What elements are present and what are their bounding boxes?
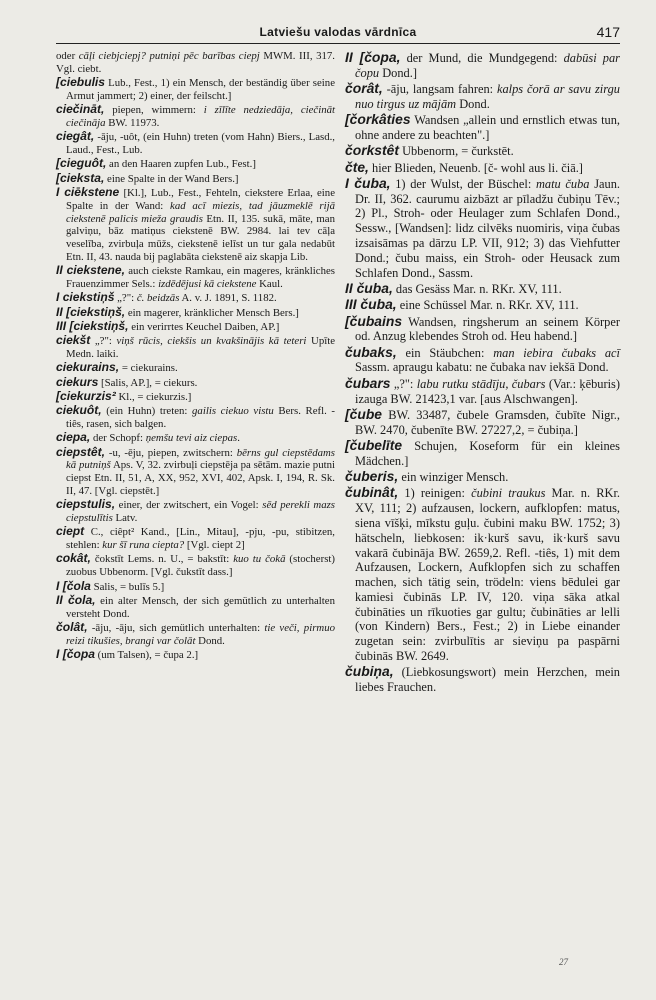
headword: I ciekstiņš (56, 290, 115, 305)
example-text: kuo tu čokā (233, 553, 286, 566)
definition-text: Ubbenorm, = čurkstēt. (398, 144, 514, 159)
headword: čubiņa, (345, 663, 394, 680)
dictionary-entry (56, 334, 335, 361)
example-text: ciepj? putniņi pēc barības ciepj (119, 50, 260, 62)
dictionary-entry (56, 103, 335, 130)
example-text: sēd perekli mazs ciepstulītis (66, 499, 335, 525)
headword: [čube (345, 405, 383, 422)
definition-text: (Liebkosungswort) mein Herzchen, mein liebes Frauchen. (355, 665, 620, 695)
dictionary-entry (345, 50, 620, 81)
headword: čorkstêt (345, 142, 399, 159)
definition-text: [Kl.], Lub., Fest., Fehteln, ciekstere Erlaa, eine Spalte in der Wand: (66, 186, 336, 212)
example-text: čubini traukus (471, 486, 546, 501)
source-text: Kaul. (256, 278, 283, 291)
headword: II čuba, (345, 279, 393, 296)
definition-text: -āju, -uôt, (ein Huhn) treten (vom Hahn) Biers., Lasd., Laud., Fest., Lub. (66, 131, 335, 157)
definition-text: Schujen, Koseform für ein kleines Mädchen.] (355, 438, 620, 468)
headword: [čubains (345, 312, 403, 329)
definition-text: Lub., Fest., 1) ein Mensch, der beständig über seine Armut jammert; 2) einer, der feilscht.] (66, 77, 335, 102)
signature-mark: 27 (559, 957, 568, 967)
example-text: kad acī miezis, tad jāuzmeklē rijā ciekstenē palicis mieža graudis (66, 199, 335, 225)
source-text: BW. 11973. (105, 116, 160, 129)
dictionary-entry (56, 264, 335, 291)
dictionary-entry (345, 485, 620, 664)
definition-text: „?": (114, 292, 137, 305)
source-text: (stocherst) zuobus Ubbenorm. [Vgl. čukstīt dass.] (66, 553, 335, 579)
dictionary-entry (56, 130, 335, 157)
headword: ciekuôt, (56, 403, 102, 418)
dictionary-entry (345, 297, 620, 313)
dictionary-entry (56, 404, 335, 431)
example-text: i zīlīte nedziedāja, ciečināt ciečināja (66, 104, 335, 129)
dictionary-entry (345, 281, 620, 297)
source-text: (Var.: ķēburis) izauga BW. 21423,1 var. [aus Alschwangen]. (355, 376, 620, 406)
headword: ciekurains, (56, 360, 120, 375)
definition-text: das Gesäss Mar. n. RKr. XV, 111. (392, 281, 562, 296)
dictionary-entry (56, 390, 335, 404)
dictionary-entry (345, 469, 620, 485)
headword: II [čopa, (345, 49, 401, 65)
source-text: Mar. n. RKr. XV, 111; 2) aufzausen, lockern, aufklopfen: matus, siena vīšķi, mīkstu guļu. čubini maku BW. 1752; 3) hätscheln, liebkosen: ik·kurš savu, ik·kurš savu vakarā čubināja BW. 2659,2. Refl. -tiês, 1) mit dem Aufzausen, Lockern, Aufklopfen sich zu schaffen machen, sich tätig sein, trödeln: viens bēdulei gar kamiesi čubinās LP. IV, 120. viņa sāka atkal čubināties un rīkuoties gar gultu; čubināties ar lelli (von Kindern) Bers., Fest.; 2) in Liebe einander zugetan sein: zvirbulītis ar sieviņu pa paspārni čubinās BW. 2649. (355, 486, 620, 664)
dictionary-entry (345, 112, 620, 143)
source-text: Dond. (195, 634, 225, 647)
example-text: dabūsi par čopu (355, 51, 620, 80)
source-text: Latv. (112, 512, 138, 525)
dictionary-entry (56, 525, 335, 552)
dictionary-entry (345, 664, 620, 695)
source-text: Aps. V, 32. zvirbuļi ciepstēja pa sētām. mazie putni ciepst Etn. II, 51, A, XX, 952, XVI, 402, Apsk. I, 194, R. Sk. II, 47. [Vgl. ciepstēt.] (66, 459, 336, 497)
running-title: Latviešu valodas vārdnīca (259, 25, 417, 39)
definition-text: Wandsen „allein und ernstlich etwas tun, ohne andere zu beachten".] (355, 113, 620, 142)
definition-text: (ein Huhn) treten: (101, 405, 193, 418)
source-text: MWM. III, 317. Vgl. ciebt. (56, 50, 336, 75)
source-text: Dond.] (379, 65, 417, 80)
headword: čuberis, (345, 468, 399, 485)
definition-text: -u, -ēju, piepen, zwitschern: (105, 446, 237, 459)
example-text: labu rutku stādīju, čubars (416, 376, 546, 391)
definition-text: ein magerer, kränklicher Mensch Bers.] (125, 306, 299, 319)
headword: I [čola (56, 578, 91, 593)
definition-text: eine Spalte in der Wand Bers.] (104, 172, 239, 185)
definition-text: an den Haaren zupfen Lub., Fest.] (106, 158, 256, 171)
dictionary-entry (56, 157, 335, 171)
headword: ciepstêt, (56, 444, 106, 459)
headword: II ciekstene, (56, 263, 126, 278)
definition-text: (um Talsen), = čupa 2.] (94, 649, 199, 662)
definition-text: auch ciekste Ramkau, ein mageres, kränkliches Frauenzimmer Sels.: (66, 265, 335, 291)
headword: ciepstulis, (56, 497, 116, 512)
dictionary-entry (56, 376, 335, 390)
source-text: Etn. II, 135. sukā, māte, man galviņu, bāz matiņus ciekstenē BW. 2984. lai tev cāļa veselība, zvirbuļa mūžs, ciekstenē ielīst un tur gala nedabūt Etn. II, 43. nauda bij paglabāta ciekstenē aiz skapja Lib. (66, 212, 336, 263)
dictionary-entry (345, 438, 620, 469)
left-column (56, 50, 335, 662)
definition-text: hier Blieden, Neuenb. [č- wohl aus li. čiā.] (368, 160, 583, 175)
dictionary-entry (56, 361, 335, 375)
dictionary-entry (345, 314, 620, 345)
example-text: tie veči, pirmuo reizi tikušies, brangi var čolāt (66, 621, 335, 647)
definition-text: ein verirrtes Keuchel Daiben, AP.] (128, 320, 280, 333)
page-header (56, 25, 620, 44)
dictionary-entry (56, 431, 335, 445)
definition-text: [Salis, AP.], = ciekurs. (98, 376, 198, 389)
definition-text: BW. 33487, čubele Gramsden, čubīte Nigr., BW. 2470, čubenīte BW. 27227,2, = čubiņa.] (355, 407, 620, 437)
headword: cokât, (56, 551, 91, 566)
definition-text: „?": (390, 376, 417, 391)
dictionary-entry (56, 498, 335, 525)
source-text: Dond. (456, 96, 490, 111)
dictionary-entry (345, 407, 620, 438)
dictionary-entry (345, 81, 620, 112)
dictionary-entry (56, 621, 335, 648)
headword: čubaks, (345, 343, 397, 360)
headword: [cieguôt, (56, 156, 107, 171)
dictionary-entry (56, 291, 335, 305)
definition-text: 1) der Wulst, der Büschel: (390, 176, 536, 191)
example-text: man iebira čubaks acī (493, 345, 620, 360)
dictionary-entry (56, 306, 335, 320)
headword: I ciēkstene (56, 184, 120, 199)
example-text: viņš rūcis, ciekšis un kvakšinājis kā teteri (116, 335, 307, 348)
definition-text: der Mund, die Mundgegend: (400, 51, 564, 65)
dictionary-entry (56, 172, 335, 186)
headword: II [ciekstiņš, (56, 304, 126, 319)
source-text: . (237, 432, 240, 445)
definition-text: Wandsen, ringsherum an seinem Körper od. Anzug klebendes Stroh od. Heu habend.] (355, 314, 620, 344)
headword: čolât, (56, 619, 88, 634)
example-text: kalps čorā ar savu zirgu nuo tirgus uz mājām (355, 82, 620, 111)
definition-text: -āju, -āju, sich gemütlich unterhalten: (87, 621, 265, 634)
headword: [čubelīte (345, 436, 403, 453)
headword: čubars (345, 374, 391, 391)
right-column (345, 50, 620, 695)
example-text: gailis ciekuo vistu (192, 405, 274, 418)
headword: čubinât, (345, 484, 399, 501)
headword: [ciekurzis² (56, 388, 116, 403)
page-number: 417 (596, 24, 620, 40)
headword: I čuba, (345, 174, 391, 191)
dictionary-entry (56, 76, 335, 103)
dictionary-entry (56, 320, 335, 334)
definition-text: oder (56, 50, 79, 62)
headword: čorât, (345, 80, 383, 97)
example-text: č. beidzās (136, 292, 180, 305)
source-text: A. v. J. 1891, S. 1182. (179, 292, 277, 305)
headword: ciekurs (56, 374, 99, 389)
headword: III čuba, (345, 296, 397, 313)
definition-text: = ciekurains. (119, 362, 178, 375)
headword: ciegât, (56, 129, 95, 144)
headword: čte, (345, 158, 369, 175)
definition-text: „?": (90, 335, 117, 348)
dictionary-entry (345, 143, 620, 159)
dictionary-entry (345, 176, 620, 281)
dictionary-entry (345, 345, 620, 376)
dictionary-entry (56, 186, 335, 264)
definition-text: piepen, wimmern: (104, 104, 204, 117)
dictionary-entry (56, 580, 335, 594)
headword: [cieksta, (56, 170, 105, 185)
definition-text: ein winziger Mensch. (398, 470, 509, 485)
headword: ciepa, (56, 430, 91, 445)
dictionary-entry (56, 594, 335, 621)
dictionary-entry (56, 446, 335, 498)
definition-text: C., ciêpt² Kand., [Lin., Mitau], -pju, -pu, stibitzen, stehlen: (66, 526, 335, 552)
headword: III [ciekstiņš, (56, 318, 129, 333)
headword: II čola, (56, 592, 96, 607)
definition-text: ein alter Mensch, der sich gemütlich zu unterhalten versteht Dond. (66, 594, 335, 620)
dictionary-entry (56, 50, 335, 76)
source-text: Bers. Refl. -tiês, rasen, sich balgen. (66, 405, 335, 431)
definition-text: Kl., = ciekurzis.] (115, 390, 192, 403)
example-text: cāļi ciebj (78, 50, 120, 62)
headword: [ciebulis (56, 75, 105, 90)
definition-text: -āju, langsam fahren: (382, 82, 497, 97)
dictionary-entry (345, 376, 620, 407)
source-text: [Vgl. ciept 2] (184, 539, 245, 552)
example-text: matu čuba (535, 176, 590, 191)
example-text: izdēdējusi kā ciekstene (158, 278, 257, 291)
source-text: Sassm. apraugu kabatu: ne čubaka nav iekšā Dond. (355, 360, 609, 375)
definition-text: Salis, = bulīs 5.] (90, 580, 165, 593)
dictionary-entry (56, 648, 335, 662)
definition-text: einer, der zwitschert, ein Vogel: (115, 499, 263, 512)
source-text: Upīte Medn. laiki. (66, 335, 336, 361)
headword: ciept (56, 524, 85, 539)
definition-text: eine Schüssel Mar. n. RKr. XV, 111. (396, 298, 579, 313)
headword: ciečināt, (56, 102, 105, 117)
definition-text: der Schopf: (90, 432, 146, 445)
definition-text: čokstīt Lems. n. U., = bakstīt: (90, 553, 234, 566)
dictionary-entry (56, 552, 335, 579)
example-text: kur šī runa ciepta? (102, 539, 185, 552)
source-text: Jaun. Dr. II, 362. caurumu aizbāzt ar pīladžu čubiņu Tēv.; 2) Pl., Stroh- oder Heulager zum Schlafen Dond., Sessw., [Wandsen]: lidz cilvēks nuomiris, viņa čubas izsaisāmas pa dārzu LP. VII, 912; 3) das Viehfutter Dond.; čubu maiss, ein Stroh- oder Heusack zum Schlafen Dond., Sassm. (355, 176, 621, 280)
dictionary-entry (345, 160, 620, 176)
definition-text: 1) reinigen: (398, 486, 472, 501)
headword: I [čopa (56, 647, 95, 662)
definition-text: ein Stäubchen: (396, 345, 494, 360)
example-text: bērns gul ciepstēdams kā putniņš (66, 446, 335, 472)
example-text: ņemšu tevi aiz ciepas (145, 432, 238, 445)
headword: [čorkâties (345, 111, 411, 128)
headword: ciekšt (56, 333, 91, 348)
